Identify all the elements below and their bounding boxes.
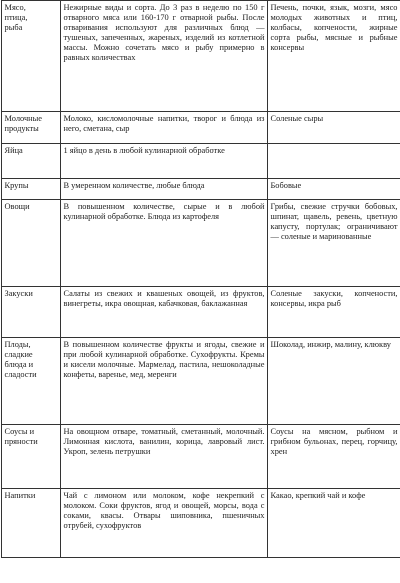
allowed-cell [60, 338, 267, 425]
excluded-cell [267, 489, 400, 558]
allowed-text: Чай с лимоном или молоком, кофе некрепкий с молоком. Соки фруктов, ягод и овощей, морсы, вода с соками, квасы. Отвары шиповника, пшеничных отрубей, сухофруктов [63, 491, 265, 530]
allowed-text: Салаты из свежих и квашеных овощей, из фруктов, винегреты, икра овощная, кабачковая, баклажанная [63, 289, 265, 308]
allowed-cell [60, 144, 267, 179]
category-cell [1, 489, 60, 558]
category-cell [1, 200, 60, 287]
allowed-text: На овощном отваре, томатный, сметанный, молочный. Лимонная кислота, ванилин, корица, лавровый лист. Укроп, зелень петрушки [63, 427, 265, 456]
excluded-text: Грибы, свежие стручки бобовых, шпинат, щавель, ревень, цветную капусту, портулак; ограничивают — соленые и маринованные [270, 202, 398, 241]
allowed-cell [60, 489, 267, 558]
category-text: Овощи [4, 202, 30, 211]
table-row [1, 144, 400, 179]
category-text: Мясо, птица, рыба [4, 3, 28, 32]
excluded-text: Соленые сыры [270, 114, 324, 123]
table-row [1, 112, 400, 144]
category-cell [1, 1, 60, 112]
excluded-cell [267, 1, 400, 112]
category-text: Соусы и пряности [4, 427, 38, 446]
allowed-text: В повышенном количестве, сырые и в любой кулинарной обработке. Блюда из картофеля [63, 202, 265, 221]
table-row [1, 287, 400, 338]
allowed-cell [60, 200, 267, 287]
allowed-cell [60, 179, 267, 200]
category-text: Молочные продукты [4, 114, 43, 133]
table-row [1, 338, 400, 425]
excluded-cell [267, 425, 400, 489]
allowed-text: Молоко, кисломолочные напитки, творог и блюда из него, сметана, сыр [63, 114, 265, 133]
excluded-cell [267, 287, 400, 338]
allowed-text: В повышенном количестве фрукты и ягоды, свежие и при любой кулинарной обработке. Сухофрукты. Кремы и кисели молочные. Мармелад, пастила, нешоколадные конфеты, варенье, мед, меренги [63, 340, 265, 379]
category-text: Плоды, сладкие блюда и сладости [4, 340, 37, 379]
excluded-text: Шоколад, инжир, малину, клюкву [270, 340, 391, 349]
allowed-text: Нежирные виды и сорта. До 3 раз в неделю по 150 г отварного мяса или 160-170 г отварной рыбы. После отваривания используют для различных блюд — тушеных, запеченных, жареных, изделий из котлетной массы. Можно сочетать мясо и рыбу примерно в равных количествах [63, 3, 265, 62]
excluded-cell [267, 200, 400, 287]
allowed-cell [60, 287, 267, 338]
table-row [1, 425, 400, 489]
category-cell [1, 425, 60, 489]
allowed-text: 1 яйцо в день в любой кулинарной обработке [63, 146, 225, 155]
table-row [1, 200, 400, 287]
diet-table [1, 0, 400, 558]
excluded-text: Какао, крепкий чай и кофе [270, 491, 366, 500]
excluded-cell [267, 179, 400, 200]
excluded-text: Соленые закуски, копчености, консервы, икра рыб [270, 289, 398, 308]
table-row [1, 489, 400, 558]
category-cell [1, 338, 60, 425]
excluded-cell [267, 112, 400, 144]
excluded-cell [267, 144, 400, 179]
category-text: Закуски [4, 289, 33, 298]
category-cell [1, 287, 60, 338]
table-row [1, 1, 400, 112]
allowed-cell [60, 1, 267, 112]
category-cell [1, 179, 60, 200]
category-text: Крупы [4, 181, 29, 190]
category-cell [1, 144, 60, 179]
allowed-cell [60, 112, 267, 144]
excluded-text: Печень, почки, язык, мозги, мясо молодых животных и птиц, колбасы, копчености, жирные сорта рыбы, мясные и рыбные консервы [270, 3, 398, 52]
excluded-text: Бобовые [270, 181, 302, 190]
excluded-text: Соусы на мясном, рыбном и грибном бульонах, перец, горчицу, хрен [270, 427, 398, 456]
table-row [1, 179, 400, 200]
category-text: Яйца [4, 146, 23, 155]
allowed-cell [60, 425, 267, 489]
allowed-text: В умеренном количестве, любые блюда [63, 181, 205, 190]
category-text: Напитки [4, 491, 36, 500]
excluded-cell [267, 338, 400, 425]
category-cell [1, 112, 60, 144]
